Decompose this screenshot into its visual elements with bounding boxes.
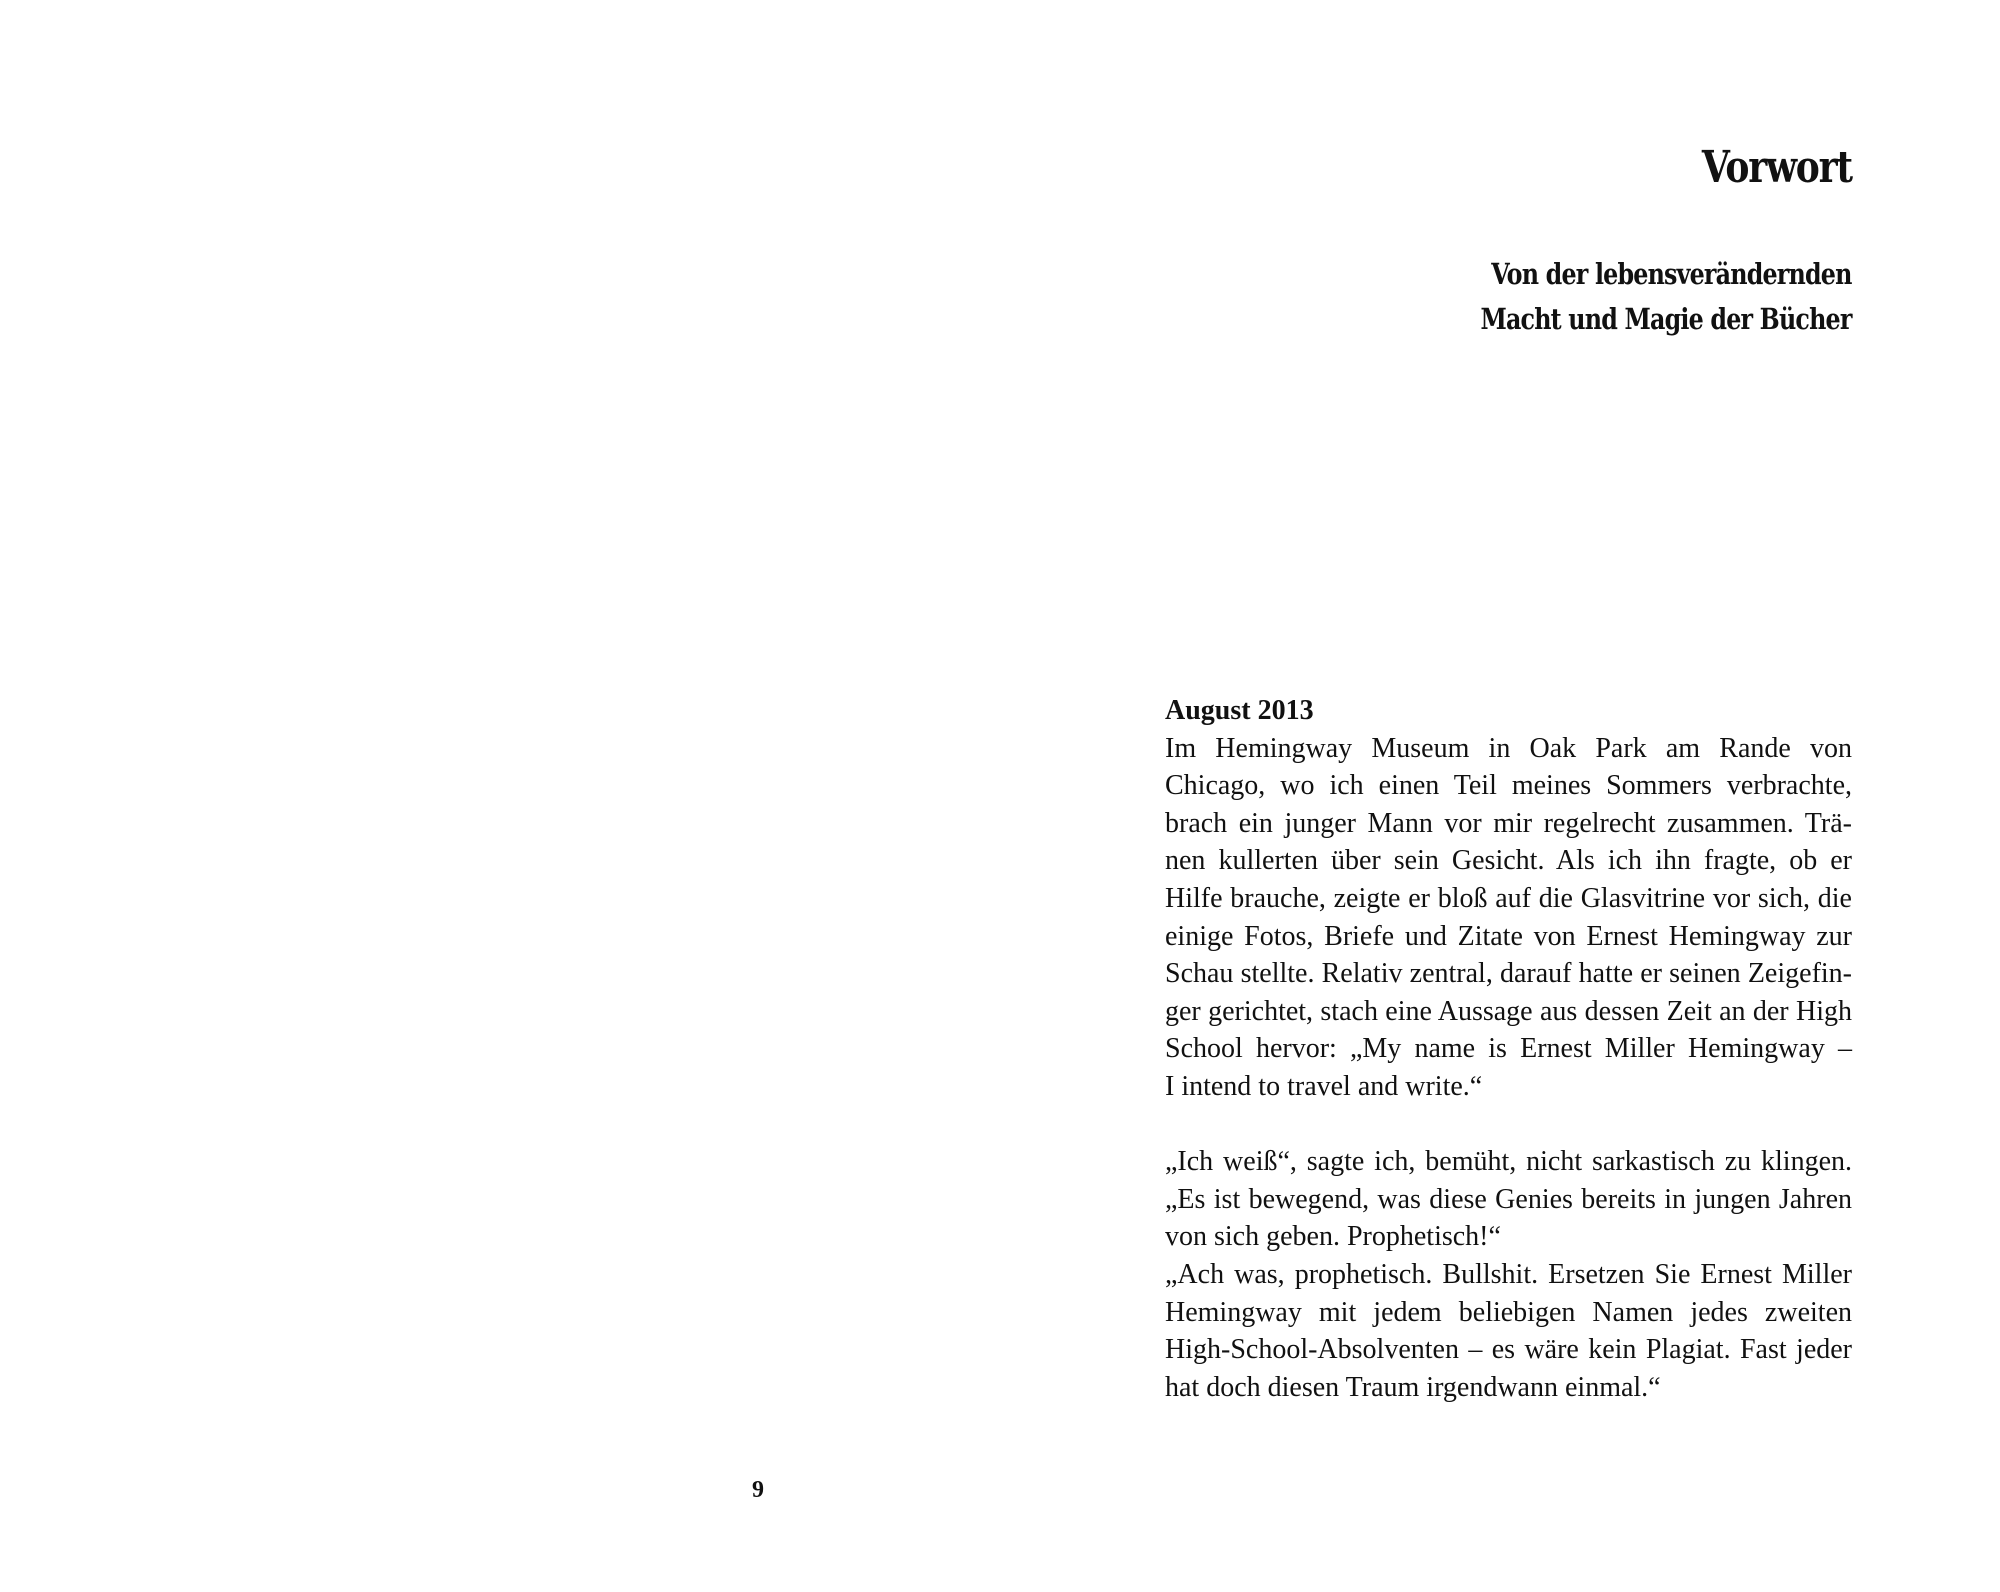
text-line: Im Hemingway Museum in Oak Park am Rande von	[1165, 732, 1852, 764]
text-line: einige Fotos, Briefe und Zitate von Ernest Hemingway zur	[1165, 920, 1852, 952]
chapter-title: Vorwort	[1702, 142, 1852, 193]
text-line: von sich geben. Prophetisch!“	[1165, 1221, 1501, 1253]
text-line: brach ein junger Mann vor mir regelrecht zusammen. Trä-	[1165, 807, 1852, 839]
paragraph-museum	[1165, 730, 1852, 1106]
text-line: nen kullerten über sein Gesicht. Als ich ihn fragte, ob er	[1165, 845, 1852, 877]
text-line: School hervor: „My name is Ernest Miller Hemingway –	[1165, 1033, 1852, 1065]
right-page	[1000, 0, 2000, 1592]
text-line: hat doch diesen Traum irgendwann einmal.“	[1165, 1371, 1661, 1403]
paragraph-dialogue-1	[1165, 1143, 1852, 1256]
paragraph-dialogue-2	[1165, 1256, 1852, 1406]
text-line: I intend to travel and write.“	[1165, 1070, 1483, 1102]
text-line: Hemingway mit jedem beliebigen Namen jedes zweiten	[1165, 1296, 1852, 1328]
chapter-subtitle	[1481, 252, 1852, 342]
text-line: „Ach was, prophetisch. Bullshit. Ersetzen Sie Ernest Miller	[1165, 1258, 1852, 1290]
text-line: High-School-Absolventen – es wäre kein Plagiat. Fast jeder	[1165, 1334, 1852, 1366]
text-line: „Ich weiß“, sagte ich, bemüht, nicht sarkastisch zu klingen.	[1165, 1146, 1852, 1178]
text-line: Chicago, wo ich einen Teil meines Sommers verbrachte,	[1165, 770, 1852, 802]
chapter-subtitle-line-1: Von der lebensverändernden	[1491, 257, 1852, 291]
chapter-subtitle-line-2: Macht und Magie der Bücher	[1480, 302, 1852, 336]
date-heading: August 2013	[1165, 695, 1314, 726]
text-line: Schau stellte. Relativ zentral, darauf hatte er seinen Zeigefin-	[1165, 958, 1852, 990]
text-line: „Es ist bewegend, was diese Genies bereits in jungen Jahren	[1165, 1183, 1852, 1215]
page-number: 9	[752, 1477, 764, 1503]
body-text	[1165, 692, 1852, 1406]
text-line: Hilfe brauche, zeigte er bloß auf die Glasvitrine vor sich, die	[1165, 882, 1852, 914]
text-line: ger gerichtet, stach eine Aussage aus dessen Zeit an der High	[1165, 995, 1852, 1027]
